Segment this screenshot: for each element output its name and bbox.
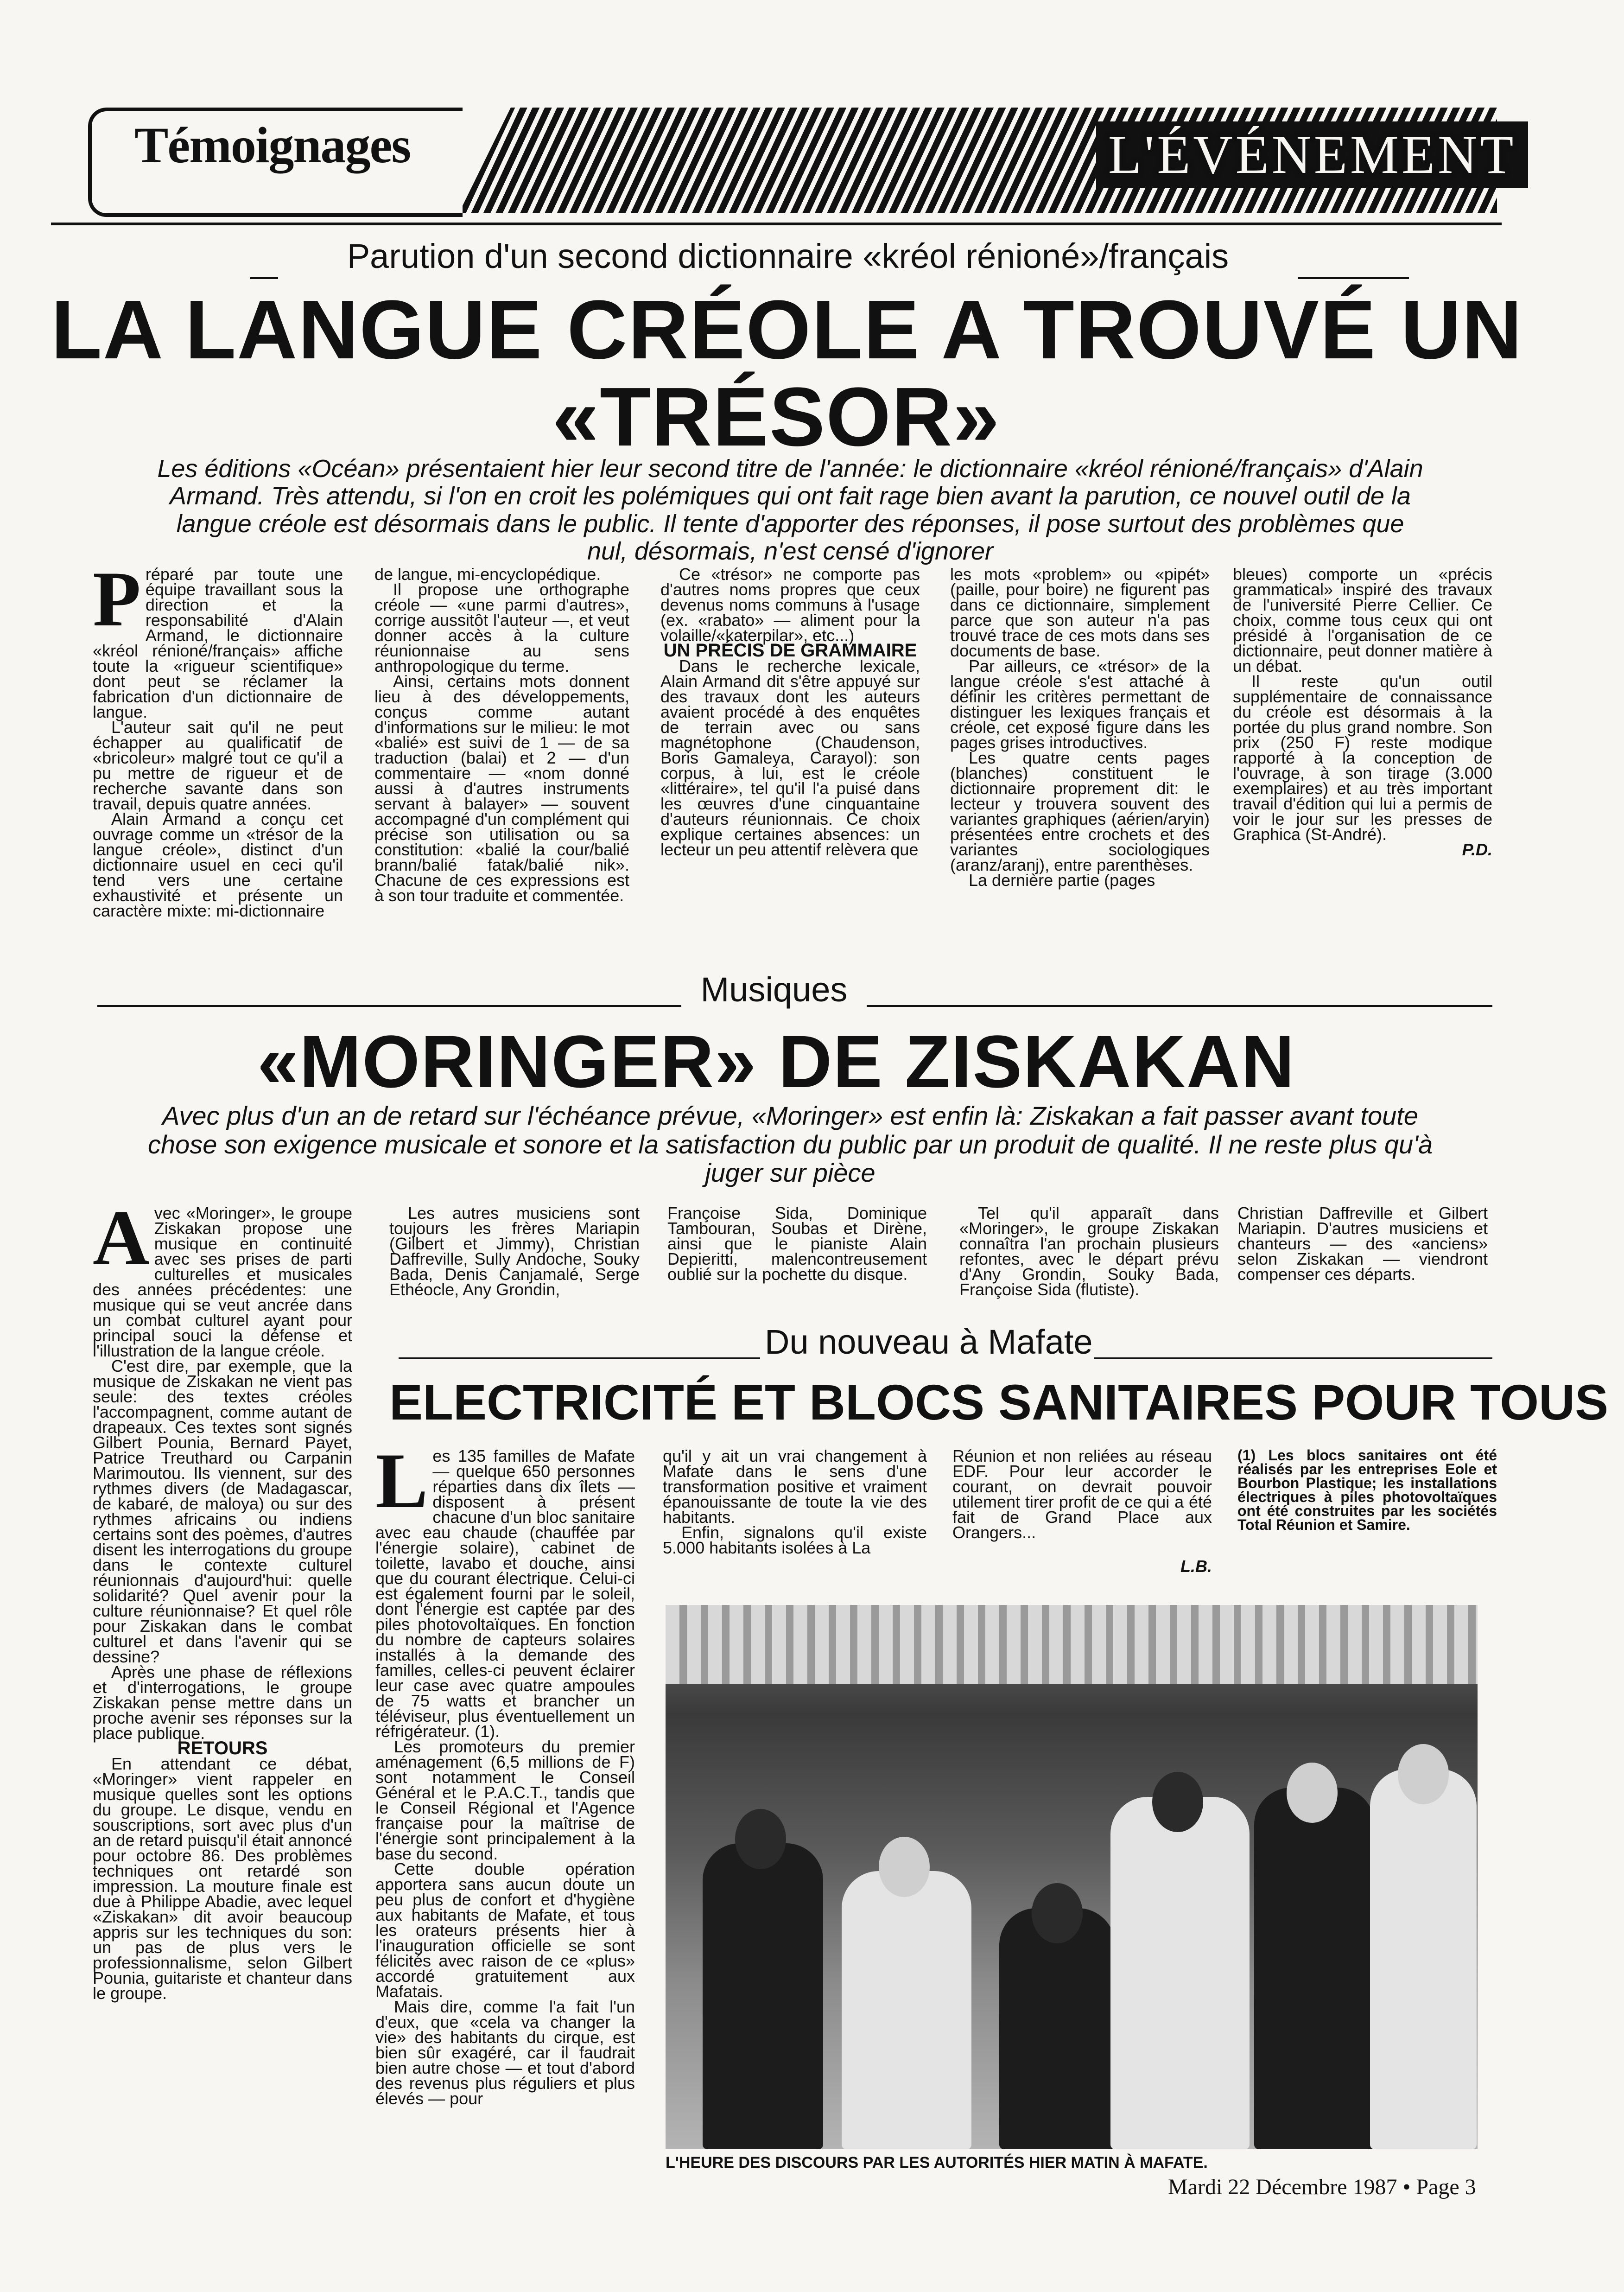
article2-col1 [93, 1194, 352, 2003]
photo-head [1032, 1883, 1083, 1943]
article3-col2 [663, 1448, 927, 1555]
paragraph: Christian Daffreville et Gilbert Mariapin. D'autres musiciens et chanteurs — des «anciens» selon Ziskakan — viendront compenser ces départs. [1237, 1203, 1488, 1284]
article2-headline: «MORINGER» DE ZISKAKAN [257, 1020, 1295, 1103]
dropcap: A [93, 1194, 150, 1281]
paragraph: Ce «trésor» ne comporte pas d'autres noms propres que ceux devenus noms communs à l'usage (ex. «rabato» — aliment pour la volaille/«katerpilar», etc...) [660, 565, 920, 645]
masthead-rule [51, 223, 1502, 225]
paragraph: es 135 familles de Mafate — quelque 650 personnes réparties dans dix îlets — disposent à présent chacune d'un bloc sanitaire avec eau chaude (chauffée par l'énergie solaire), cabinet de toilette, lavabo et douche, ainsi que du courant électrique. Celui-ci est également fourni par le soleil, dont l'énergie est captée par des piles photovoltaïques. En fonction du nombre de capteurs solaires installés à la demande des familles, celles-ci peuvent éclairer leur case avec quatre ampoules de 75 watts et brancher un téléviseur, plus éventuellement un réfrigérateur. (1). [375, 1446, 635, 1741]
dropcap: P [93, 555, 141, 643]
article2-col3 [667, 1205, 927, 1282]
paragraph: réparé par toute une équipe travaillant sous la direction et la responsabilité d'Alain Armand, le dictionnaire «kréol rénioné/français» affiche toute la «rigueur scientifique» dont peut se réclamer la fabrication d'un dictionnaire de langue. [93, 565, 343, 721]
article2-col4 [959, 1205, 1219, 1297]
paragraph: de langue, mi-encyclopédique. [374, 565, 601, 584]
paragraph: Les promoteurs du premier aménagement (6,5 millions de F) sont notamment le Conseil Général et le P.A.C.T., tandis que le Conseil Régional et l'Agence française pour la maîtrise de l'énergie sont principalement à la base du second. [375, 1737, 635, 1863]
photo-head [1398, 1744, 1449, 1804]
article1-deck: Les éditions «Océan» présentaient hier leur second titre de l'année: le dictionnaire «kréol rénioné/français» d'Alain Armand. Très attendu, si l'on en croit les polémiques qui ont fait rage bien avant la parution, ce nouvel outil de la langue créole est désormais dans le public. Il tente d'apporter des réponses, il pose surtout des problèmes que nul, désormais, n'est censé d'ignorer [157, 455, 1423, 566]
subhead: RETOURS [177, 1738, 268, 1758]
paragraph: Après une phase de réflexions et d'interrogations, le groupe Ziskakan pense mettre dans un proche avenir ses réponses sur la place publique. [93, 1662, 352, 1743]
article1-col4 [950, 567, 1210, 888]
photo-roof [666, 1605, 1478, 1684]
article3-footnote [1237, 1448, 1497, 1532]
article3-kicker: Du nouveau à Mafate [765, 1323, 1093, 1361]
paragraph: bleues) comporte un «précis grammatical» inspiré des travaux de l'université Pierre Cellier. Ce choix, comme tous ceux qui ont présidé à l'organisation de ce dictionnaire, peut donner matière à un débat. [1233, 565, 1492, 675]
paragraph: En attendant ce débat, «Moringer» vient rappeler en musique quelles sont les options du groupe. Le disque, vendu en souscriptions, sort avec plus d'un an de retard puisqu'il était annoncé pour octobre 86. Des problèmes techniques ont retardé son impression. La mouture finale est due à Philippe Abadie, avec lequel «Ziskakan» dit avoir beaucoup appris sur les techniques du son: un pas de plus vers le professionnalisme, selon Gilbert Pounia, guitariste et chanteur dans le groupe. [93, 1754, 352, 2003]
kicker-line-left [399, 1357, 760, 1359]
article1-kicker: Parution d'un second dictionnaire «kréol rénioné»/français [347, 237, 1229, 275]
article2-col5 [1237, 1205, 1488, 1282]
article1-headline-line2: «TRÉSOR» [552, 370, 1001, 464]
paragraph: Réunion et non reliées au réseau EDF. Pour leur accorder le courant, on devrait pouvoir utilement tirer profit de ce qui a été fait de Grand Place aux Orangers... [952, 1446, 1212, 1542]
photo-head [735, 1809, 786, 1869]
masthead-logo: Témoignages [134, 117, 411, 173]
article1-headline-line1: LA LANGUE CRÉOLE A TROUVÉ UN [51, 283, 1523, 376]
paragraph: Il propose une orthographe créole — «une parmi d'autres», corrige aussitôt l'auteur —, et veut donner accès à la culture réunionnaise au sens anthropologique du terme. [374, 580, 629, 675]
paragraph: Françoise Sida, Dominique Tambouran, Soubas et Dirène, ainsi que le pianiste Alain Depieritti, malencontreusement oublié sur la pochette du disque. [667, 1203, 927, 1284]
paragraph: Ainsi, certains mots donnent lieu à des développements, conçus comme autant d'informations sur le milieu: le mot «balié» est suivi de 1 — de sa traduction (balai) et 2 — d'un commentaire — «nom donné aussi à d'autres instruments servant à balayer» — souvent accompagné d'un complément qui précise son utilisation ou sa constitution: «balié la cour/balié brann/balié fatak/balié nik». Chacune de ces expressions est à son tour traduite et commentée. [374, 672, 629, 905]
dropcap: L [375, 1437, 428, 1524]
kicker-line-right [1094, 1357, 1492, 1359]
paragraph: Par ailleurs, ce «trésor» de la langue créole s'est attaché à définir les critères permettant de distinguer les lexiques français et créole, cet exposé figure dans les pages grises introductives. [950, 656, 1210, 752]
paragraph: Cette double opération apportera sans aucun doute un peu plus de confort et d'hygiène aux habitants de Mafate, et tous les orateurs présents hier à l'inauguration officielle se sont félicités avec raison de ce «plus» accordé gratuitement aux Mafatais. [375, 1859, 635, 2001]
article3-col1 [375, 1437, 635, 2108]
photo-person [703, 1843, 823, 2149]
photo-person [1110, 1797, 1250, 2149]
photo-head [1152, 1772, 1203, 1832]
photo-head [879, 1837, 930, 1897]
paragraph: Dans le recherche lexicale, Alain Armand dit s'être appuyé sur des travaux dont les auteurs avaient procédé à des enquêtes de terrain avec ou sans magnétophone (Chaudenson, Boris Gamaleya, Carayol): son corpus, à lui, est le créole «littéraire», tel qu'il l'a puisé dans les œuvres d'une cinquantaine d'auteurs réunionnais. Ce choix explique certaines absences: un lecteur un peu attentif relèvera que [660, 656, 920, 859]
byline: P.D. [1462, 840, 1492, 859]
article1-col1 [93, 555, 343, 920]
subhead: UN PRÉCIS DE GRAMMAIRE [663, 640, 917, 661]
paragraph: Les quatre cents pages (blanches) constituent le dictionnaire proprement dit: le lecteur y trouvera souvent des variantes graphiques (aérien/aryin) présentées entre crochets et des variantes sociologiques (aranz/aranj), entre parenthèses. [950, 748, 1210, 874]
page-footer: Mardi 22 Décembre 1987 • Page 3 [1168, 2175, 1476, 2199]
paragraph: qu'il y ait un vrai changement à Mafate dans le sens d'une transformation positive et vraiment épanouissante de toute la vie des habitants. [663, 1446, 927, 1527]
article1-col2 [374, 567, 629, 903]
article3-col3 [952, 1448, 1212, 1574]
photo-person [999, 1908, 1115, 2149]
photo-person [842, 1871, 971, 2149]
paragraph: C'est dire, par exemple, que la musique de Ziskakan ne vient pas seule: des textes créoles l'accompagnent, comme autant de drapeaux. Ces textes sont signés Gilbert Pounia, Bernard Payet, Patrice Treuthard ou Carpanin Marimoutou. Ils viennent, sur des rythmes divers (de Madagascar, de kabaré, de maloya) ou sur des rythmes africains ou indiens certains sont des poèmes, d'autres disent les interrogations du groupe dans le contexte culturel réunionnais d'aujourd'hui: quelle solidarité? Quel avenir pour la culture réunionnaise? Et quel rôle pour Ziskakan dans le combat culturel et dans l'avenir qui se dessine? [93, 1356, 352, 1666]
kicker-line-left [250, 277, 278, 279]
kicker-line-right [867, 1005, 1492, 1007]
article2-deck: Avec plus d'un an de retard sur l'échéance prévue, «Moringer» est enfin là: Ziskakan a fait passer avant toute chose son exigence musicale et sonore et la satisfaction du public par un produit de qualité. Il ne reste plus qu'à juger sur pièce [148, 1101, 1433, 1188]
section-title: L'ÉVÉNEMENT [1096, 121, 1528, 188]
article1-col5 [1233, 567, 1492, 857]
paragraph: vec «Moringer», le groupe Ziskakan propose une musique en continuité avec ses prises de parti culturelles et musicales des années précédentes: une musique qui se veut ancrée dans un combat culturel ayant pour principal souci la défense et l'illustration de la langue créole. [93, 1203, 352, 1360]
paragraph: Mais dire, comme l'a fait l'un d'eux, que «cela va changer la vie» des habitants du cirque, est bien sûr exagéré, car il faudrait bien autre chose — et tout d'abord des revenus plus réguliers et plus élevés — pour [375, 1997, 635, 2108]
paragraph: L'auteur sait qu'il ne peut échapper au qualificatif de «bricoleur» malgré tout ce qu'il a pu mettre de rigueur et de recherche savante dans son travail, depuis quatre années. [93, 718, 343, 813]
byline: L.B. [1180, 1557, 1212, 1576]
event-photo [666, 1605, 1478, 2149]
kicker-line-right [1298, 277, 1409, 279]
footnote: (1) Les blocs sanitaires ont été réalisés par les entreprises Eole et Bourbon Plastique; les installations électriques à piles photovoltaïques ont été construites par les sociétés Total Réunion et Samire. [1237, 1447, 1497, 1533]
article2-col2 [389, 1205, 640, 1297]
photo-caption: L'HEURE DES DISCOURS PAR LES AUTORITÉS HIER MATIN À MAFATE. [666, 2154, 1208, 2171]
article1-col3 [660, 567, 920, 857]
paragraph: les mots «problem» ou «pipét» (paille, pour boire) ne figurent pas dans ce dictionnaire, simplement parce que son auteur n'a pas trouvé trace de ces mots dans ses documents de base. [950, 565, 1210, 660]
photo-person [1254, 1788, 1375, 2149]
photo-person [1370, 1769, 1477, 2149]
article3-headline: ELECTRICITÉ ET BLOCS SANITAIRES POUR TOUS [389, 1374, 1609, 1430]
photo-head [1287, 1763, 1338, 1823]
paragraph: Enfin, signalons qu'il existe 5.000 habitants isolées à La [663, 1523, 927, 1557]
paragraph: Il reste qu'un outil supplémentaire de connaissance du créole est désormais à la portée du plus grand nombre. Son prix (250 F) reste modique rapporté à la conception de l'ouvrage, à son tirage (3.000 exemplaires) et au très important travail d'édition qui lui a permis de voir le jour sur les presses de Graphica (St-André). [1233, 672, 1492, 844]
paragraph: Tel qu'il apparaît dans «Moringer», le groupe Ziskakan connaîtra l'an prochain plusieurs refontes, avec le départ prévu d'Any Grondin, Souky Bada, Françoise Sida (flutiste). [959, 1203, 1219, 1299]
paragraph: Les autres musiciens sont toujours les frères Mariapin (Gilbert et Jimmy), Christian Daffreville, Sully Andoche, Souky Bada, Denis Canjamalé, Serge Ethéocle, Any Grondin, [389, 1203, 640, 1299]
article2-kicker: Musiques [700, 970, 848, 1009]
paragraph: Alain Armand a conçu cet ouvrage comme un «trésor de la langue créole», distinct d'un dictionnaire usuel en ceci qu'il tend vers une certaine exhaustivité et présente un caractère mixte: mi-dictionnaire [93, 809, 343, 920]
paragraph: La dernière partie (pages [969, 871, 1155, 890]
kicker-line-left [97, 1005, 681, 1007]
